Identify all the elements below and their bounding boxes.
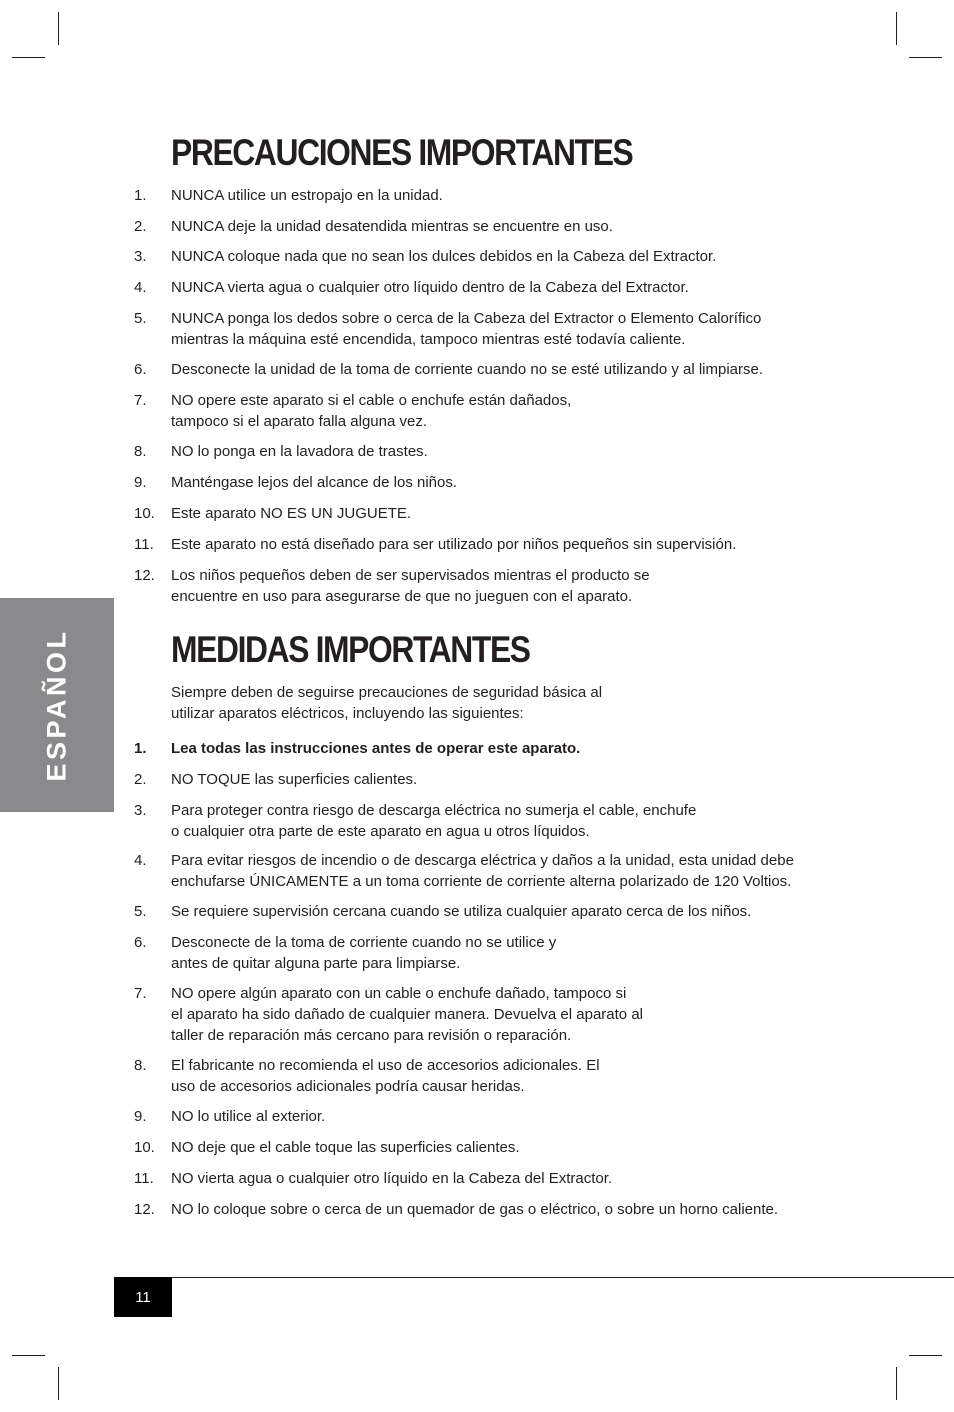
item-text: Desconecte la unidad de la toma de corriente cuando no se esté utilizando y al limpiarse. [171,361,764,378]
item-number: 3. [134,802,147,819]
item-text: Este aparato no está diseñado para ser utilizado por niños pequeños sin supervisión. [171,536,737,553]
section-title-medidas: MEDIDAS IMPORTANTES [171,629,530,670]
item-text: NO lo utilice al exterior. [171,1108,326,1125]
section-intro: Siempre deben de seguirse precauciones de seguridad básica al utilizar aparatos eléctricos, incluyendo las siguientes: [171,684,603,722]
language-side-tab [0,598,114,812]
item-number: 2. [134,218,147,235]
item-text: NUNCA deje la unidad desatendida mientras se encuentre en uso. [171,218,613,235]
item-text: Desconecte de la toma de corriente cuando no se utilice y antes de quitar alguna parte para limpiarse. [171,934,557,972]
item-number: 10. [134,505,155,522]
crop-mark-bottom-left-h [12,1355,45,1356]
item-text: Se requiere supervisión cercana cuando se utiliza cualquier aparato cerca de los niños. [171,903,752,920]
item-text: Para proteger contra riesgo de descarga eléctrica no sumerja el cable, enchufe o cualquier otra parte de este aparato en agua u otros líquidos. [171,802,697,840]
item-text: NO opere este aparato si el cable o enchufe están dañados, tampoco si el aparato falla alguna vez. [171,392,572,430]
page-number-box [114,1277,172,1317]
page-number: 11 [135,1288,151,1306]
item-number: 8. [134,443,147,460]
language-label: ESPAÑOL [41,628,72,782]
crop-mark-top-left-v [58,12,59,45]
item-text: Para evitar riesgos de incendio o de descarga eléctrica y daños a la unidad, esta unidad debe enchufarse ÚNICAMENTE a un toma corriente de corriente alterna polarizado de 120 Voltios. [171,852,794,890]
crop-mark-bottom-right-v [896,1367,897,1400]
item-number: 1. [134,187,147,204]
item-text: El fabricante no recomienda el uso de accesorios adicionales. El uso de accesorios adicionales podría causar heridas. [171,1057,600,1095]
item-number: 12. [134,567,155,584]
item-text: NO lo ponga en la lavadora de trastes. [171,443,428,460]
section-title-precauciones: PRECAUCIONES IMPORTANTES [171,132,633,173]
crop-mark-bottom-left-v [58,1367,59,1400]
item-number: 6. [134,934,147,951]
item-number: 5. [134,310,147,327]
item-text: NUNCA ponga los dedos sobre o cerca de la Cabeza del Extractor o Elemento Calorífico mientras la máquina esté encendida, tampoco mientras esté todavía caliente. [171,310,762,348]
item-text: NO deje que el cable toque las superficies calientes. [171,1139,520,1156]
item-number: 5. [134,903,147,920]
item-number: 3. [134,248,147,265]
item-text: Manténgase lejos del alcance de los niños. [171,474,458,491]
item-text: NO lo coloque sobre o cerca de un quemador de gas o eléctrico, o sobre un horno caliente. [171,1201,779,1218]
item-text: NO TOQUE las superficies calientes. [171,771,418,788]
item-text: NO opere algún aparato con un cable o enchufe dañado, tampoco si el aparato ha sido dañado de cualquier manera. Devuelva el aparato al taller de reparación más cercano para revisión o reparación. [171,985,643,1044]
item-number: 12. [134,1201,155,1218]
item-number: 9. [134,474,147,491]
footer-rule [114,1277,954,1278]
item-text: Este aparato NO ES UN JUGUETE. [171,505,412,522]
item-number: 4. [134,279,147,296]
item-text: NUNCA utilice un estropajo en la unidad. [171,187,443,204]
item-number: 7. [134,392,147,409]
crop-mark-top-right-h [909,57,942,58]
item-number: 8. [134,1057,147,1074]
item-text: Los niños pequeños deben de ser supervisados mientras el producto se encuentre en uso para asegurarse de que no jueguen con el aparato. [171,567,650,605]
item-text: NO vierta agua o cualquier otro líquido en la Cabeza del Extractor. [171,1170,613,1187]
item-text: Lea todas las instrucciones antes de operar este aparato. [171,740,581,757]
item-number: 2. [134,771,147,788]
crop-mark-bottom-right-h [909,1355,942,1356]
item-number: 1. [134,740,147,757]
crop-mark-top-left-h [12,57,45,58]
item-number: 10. [134,1139,155,1156]
item-text: NUNCA coloque nada que no sean los dulces debidos en la Cabeza del Extractor. [171,248,717,265]
item-number: 6. [134,361,147,378]
item-number: 7. [134,985,147,1002]
item-text: NUNCA vierta agua o cualquier otro líquido dentro de la Cabeza del Extractor. [171,279,689,296]
item-number: 4. [134,852,147,869]
item-number: 9. [134,1108,147,1125]
crop-mark-top-right-v [896,12,897,45]
item-number: 11. [134,536,154,553]
item-number: 11. [134,1170,154,1187]
